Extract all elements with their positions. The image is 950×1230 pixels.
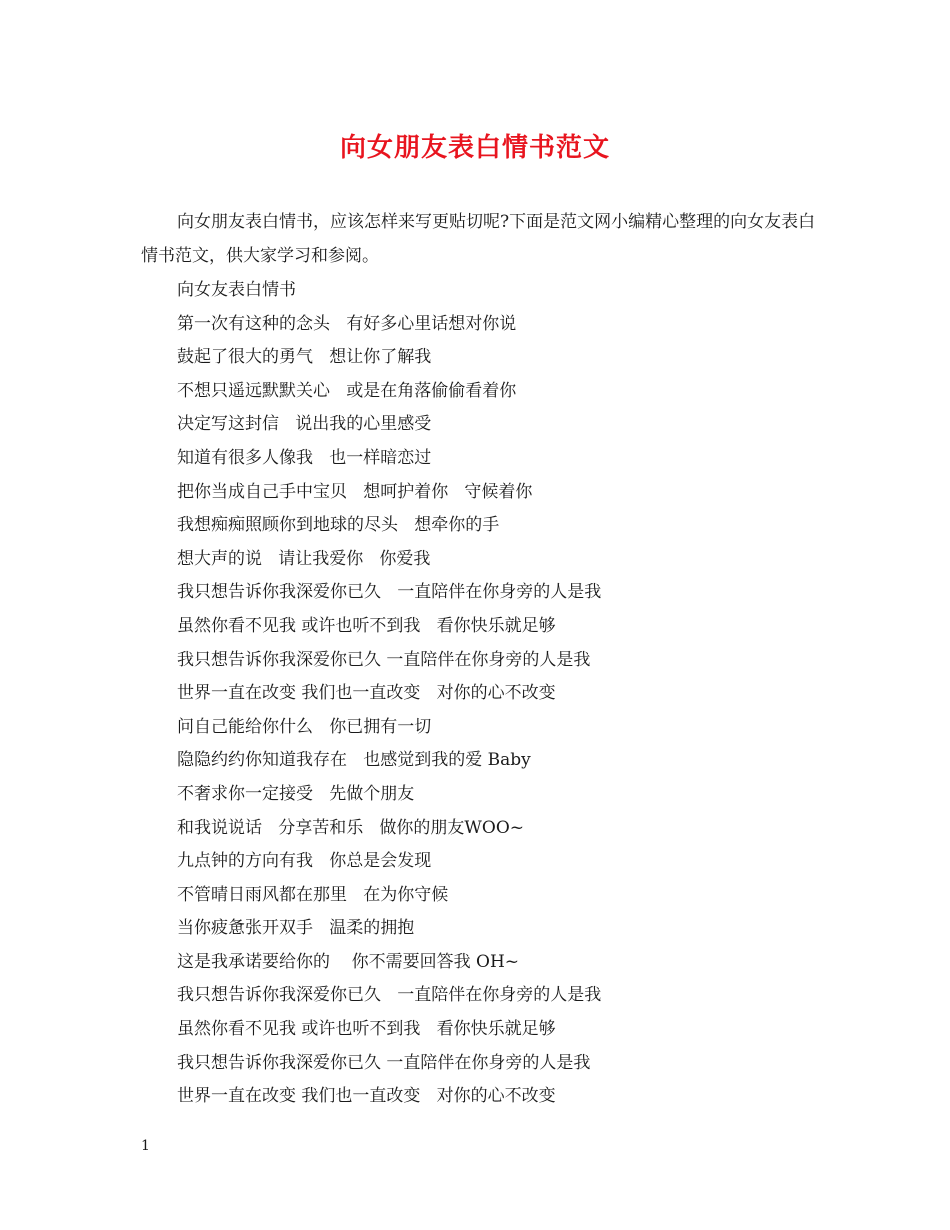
text-line: 隐隐约约你知道我存在 也感觉到我的爱 Baby	[177, 750, 531, 771]
text-line: 虽然你看不见我 或许也听不到我 看你快乐就足够	[177, 1019, 556, 1040]
text-line: 知道有很多人像我 也一样暗恋过	[177, 447, 432, 468]
text-line: 世界一直在改变 我们也一直改变 对你的心不改变	[177, 1086, 556, 1107]
text-line: 当你疲惫张开双手 温柔的拥抱	[177, 918, 415, 939]
text-line: 问自己能给你什么 你已拥有一切	[177, 716, 432, 737]
text-line: 不管晴日雨风都在那里 在为你守候	[177, 884, 449, 905]
text-line: 把你当成自己手中宝贝 想呵护着你 守候着你	[177, 481, 533, 502]
text-line: 我只想告诉你我深爱你已久 一直陪伴在你身旁的人是我	[177, 1052, 591, 1073]
text-line: 向女友表白情书	[177, 280, 296, 300]
text-line: 不奢求你一定接受 先做个朋友	[177, 783, 415, 804]
text-line: 想大声的说 请让我爱你 你爱我	[177, 548, 431, 569]
text-line: 这是我承诺要给你的 你不需要回答我 OH~	[177, 951, 520, 972]
document-title: 向女朋友表白情书范文	[339, 133, 610, 163]
page-number: 1	[141, 1138, 150, 1154]
text-line: 第一次有这种的念头 有好多心里话想对你说	[177, 313, 517, 334]
text-line: 世界一直在改变 我们也一直改变 对你的心不改变	[177, 683, 556, 704]
text-line: 鼓起了很大的勇气 想让你了解我	[177, 347, 432, 368]
letter-lines	[177, 274, 817, 1114]
text-line: 不想只遥远默默关心 或是在角落偷偷看着你	[177, 380, 517, 401]
text-line: 九点钟的方向有我 你总是会发现	[177, 851, 432, 872]
text-line: 我只想告诉你我深爱你已久 一直陪伴在你身旁的人是我	[177, 985, 602, 1006]
text-line: 我想痴痴照顾你到地球的尽头 想牵你的手	[177, 515, 500, 536]
text-line: 我只想告诉你我深爱你已久 一直陪伴在你身旁的人是我	[177, 582, 602, 603]
text-line: 和我说说话 分享苦和乐 做你的朋友WOO~	[177, 817, 525, 838]
text-line: 我只想告诉你我深爱你已久 一直陪伴在你身旁的人是我	[177, 649, 591, 670]
text-line: 虽然你看不见我 或许也听不到我 看你快乐就足够	[177, 615, 556, 636]
text-line: 决定写这封信 说出我的心里感受	[177, 414, 432, 435]
intro-paragraph: 向女朋友表白情书，应该怎样来写更贴切呢?下面是范文网小编精心整理的向女友表白情书范文，供大家学习和参阅。	[141, 212, 816, 266]
